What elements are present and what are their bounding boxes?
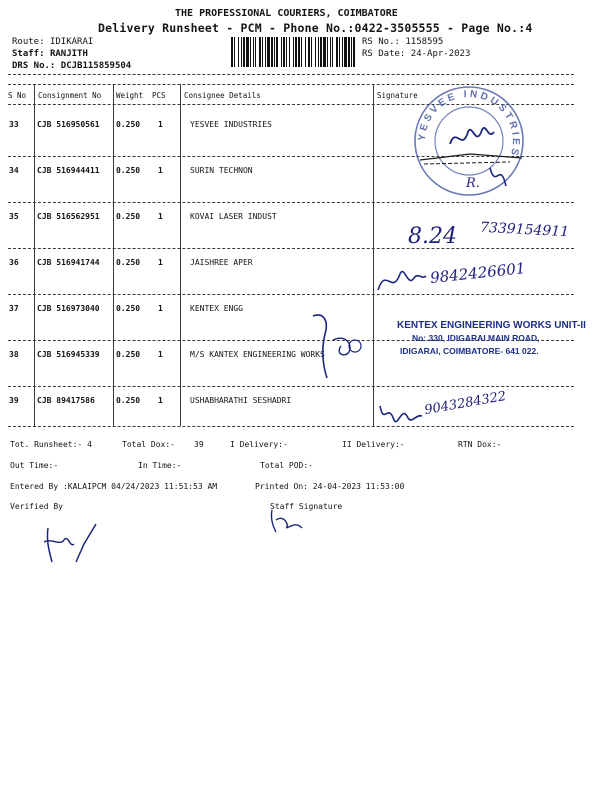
cell-pcs: 1: [158, 396, 163, 405]
cell-consignee: USHABHARATHI SESHADRI: [190, 396, 292, 405]
barcode-bar: [253, 37, 254, 67]
cell-consignment: CJB 516945339: [37, 350, 100, 359]
row-rule: [8, 426, 574, 427]
barcode-bar: [320, 37, 322, 67]
cell-pcs: 1: [158, 258, 163, 267]
row36-phone: 9842426601: [429, 259, 527, 287]
header-rule-top: [8, 74, 574, 75]
staff-signature: [266, 506, 310, 536]
cell-pcs: 1: [158, 212, 163, 221]
in-time: In Time:-: [138, 461, 182, 470]
cell-weight: 0.250: [116, 258, 141, 267]
barcode-bar: [305, 37, 306, 67]
rs-date-line: [362, 49, 470, 59]
cell-sno: 34: [9, 166, 19, 175]
barcode-bar: [265, 37, 266, 67]
total-pod: Total POD:-: [260, 461, 313, 470]
staff-signature-label: Staff Signature: [270, 502, 343, 511]
kentex-stamp-line-3: IDIGARAI, COIMBATORE- 641 022.: [400, 346, 539, 356]
col-header-signature: Signature: [377, 91, 418, 100]
barcode-bar: [255, 37, 256, 67]
company-name: THE PROFESSIONAL COURIERS, COIMBATORE: [175, 8, 398, 19]
barcode-bar: [351, 37, 352, 67]
total-dox-label: Total Dox:-: [122, 440, 175, 449]
row39-phone: 9043284322: [423, 388, 508, 419]
barcode-bar: [327, 37, 328, 67]
kentex-stamp-line-2: No: 330, IDIGARAI MAIN ROAD,: [412, 333, 540, 343]
barcode-bar: [243, 37, 245, 67]
col-header-consignee: Consignee Details: [184, 91, 261, 100]
cell-pcs: 1: [158, 350, 163, 359]
runsheet-title: Delivery Runsheet - PCM - Phone No.:0422-3505555 - Page No.:4: [98, 21, 533, 35]
round-stamp-text: YESVEE INDUSTRIES: [416, 88, 522, 160]
row35-handwriting: 8.24: [408, 224, 457, 249]
barcode-bar: [308, 37, 310, 67]
col-header-consignment: Consignment No: [38, 91, 102, 100]
cell-sno: 33: [9, 120, 19, 129]
signature-row-37-38: [305, 308, 375, 383]
rs-date-label: RS Date:: [362, 49, 406, 59]
out-time: Out Time:-: [10, 461, 59, 470]
route-line: [12, 37, 93, 47]
route-label: Route:: [12, 37, 45, 47]
verified-by-signature: [40, 520, 104, 568]
rs-date-value: 24-Apr-2023: [410, 49, 471, 59]
barcode-bar: [336, 37, 338, 67]
barcode-bar: [289, 37, 290, 67]
col-header-sno: S No: [8, 91, 27, 100]
barcode-bar: [348, 37, 350, 67]
rs-no-value: 1158595: [405, 37, 444, 47]
barcode-bar: [332, 37, 333, 67]
row-rule: [8, 248, 574, 249]
row-rule: [8, 294, 574, 295]
route-value: IDIKARAI: [49, 37, 94, 47]
svg-text:YESVEE INDUSTRIES: [417, 89, 521, 159]
barcode-bar: [267, 37, 270, 67]
cell-consignee: M/S KANTEX ENGINEERING WORKS: [190, 350, 325, 359]
printed-on: Printed On: 24-04-2023 11:53:00: [255, 482, 405, 491]
cell-consignment: CJB 516950561: [37, 120, 100, 129]
cell-weight: 0.250: [116, 350, 141, 359]
barcode-bar: [298, 37, 300, 67]
barcode-bar: [311, 37, 312, 67]
barcode-bar: [231, 37, 233, 67]
staff-value: RANJITH: [49, 49, 88, 59]
barcode-bar: [339, 37, 340, 67]
row35-phone: 7339154911: [479, 219, 570, 241]
staff-line: [12, 49, 88, 59]
staff-label: Staff:: [12, 49, 45, 59]
barcode-bar: [281, 37, 282, 67]
cell-consignment: CJB 516973040: [37, 304, 100, 313]
rtn-dox: RTN Dox:-: [458, 440, 502, 449]
col-header-weight: Weight: [116, 91, 144, 100]
barcode-bar: [293, 37, 294, 67]
barcode-bar: [344, 37, 347, 67]
rs-no-label: RS No.:: [362, 37, 400, 47]
row-rule: [8, 386, 574, 387]
row34-initials: R.: [466, 176, 480, 191]
barcode-bar: [241, 37, 242, 67]
barcode-bar: [259, 37, 261, 67]
barcode-bar: [301, 37, 302, 67]
total-runsheet: Tot. Runsheet:- 4: [10, 440, 92, 449]
cell-sno: 36: [9, 258, 19, 267]
drs-value: DCJB115859504: [60, 61, 132, 71]
cell-consignee: SURIN TECHNON: [190, 166, 253, 175]
signature-row-39: [376, 396, 426, 428]
cell-consignment: CJB 89417586: [37, 396, 95, 405]
cell-weight: 0.250: [116, 166, 141, 175]
row-rule: [8, 202, 574, 203]
barcode-bar: [238, 37, 239, 67]
rs-no-line: [362, 37, 443, 47]
cell-weight: 0.250: [116, 120, 141, 129]
barcode-bar: [330, 37, 331, 67]
barcode-bar: [283, 37, 285, 67]
barcode-bar: [262, 37, 263, 67]
cell-weight: 0.250: [116, 304, 141, 313]
barcode-bar: [342, 37, 343, 67]
barcode-bar: [295, 37, 297, 67]
barcode-bar: [323, 37, 326, 67]
table-row: [0, 396, 600, 442]
entered-by: Entered By :KALAIPCM 04/24/2023 11:51:53 AM: [10, 482, 218, 491]
cell-sno: 37: [9, 304, 19, 313]
cell-consignee: KENTEX ENGG: [190, 304, 243, 313]
cell-consignment: CJB 516941744: [37, 258, 100, 267]
cell-sno: 35: [9, 212, 19, 221]
first-delivery: I Delivery:-: [230, 440, 288, 449]
cell-sno: 39: [9, 396, 19, 405]
signature-row-36: [374, 260, 430, 300]
cell-consignee: JAISHREE APER: [190, 258, 253, 267]
total-dox-value: 39: [194, 440, 204, 449]
drs-line: [12, 61, 131, 71]
barcode-bar: [353, 37, 355, 67]
col-header-pcs: PCS: [152, 91, 166, 100]
barcode: [230, 37, 356, 67]
cell-consignee: KOVAI LASER INDUST: [190, 212, 277, 221]
cell-consignment: CJB 516562951: [37, 212, 100, 221]
barcode-bar: [271, 37, 273, 67]
table-row: [0, 350, 600, 396]
verified-by-label: Verified By: [10, 502, 63, 511]
cell-sno: 38: [9, 350, 19, 359]
cell-pcs: 1: [158, 304, 163, 313]
cell-pcs: 1: [158, 166, 163, 175]
kentex-stamp-line-1: KENTEX ENGINEERING WORKS UNIT-II: [397, 320, 586, 331]
cell-weight: 0.250: [116, 212, 141, 221]
cell-pcs: 1: [158, 120, 163, 129]
barcode-bar: [318, 37, 319, 67]
barcode-bar: [315, 37, 316, 67]
barcode-bar: [246, 37, 249, 67]
barcode-bar: [274, 37, 275, 67]
cell-consignment: CJB 516944411: [37, 166, 100, 175]
drs-label: DRS No.:: [12, 61, 56, 71]
barcode-bar: [250, 37, 251, 67]
barcode-bar: [276, 37, 278, 67]
cell-consignee: YESVEE INDUSTRIES: [190, 120, 272, 129]
second-delivery: II Delivery:-: [342, 440, 405, 449]
barcode-bar: [234, 37, 235, 67]
cell-weight: 0.250: [116, 396, 141, 405]
barcode-bar: [286, 37, 287, 67]
